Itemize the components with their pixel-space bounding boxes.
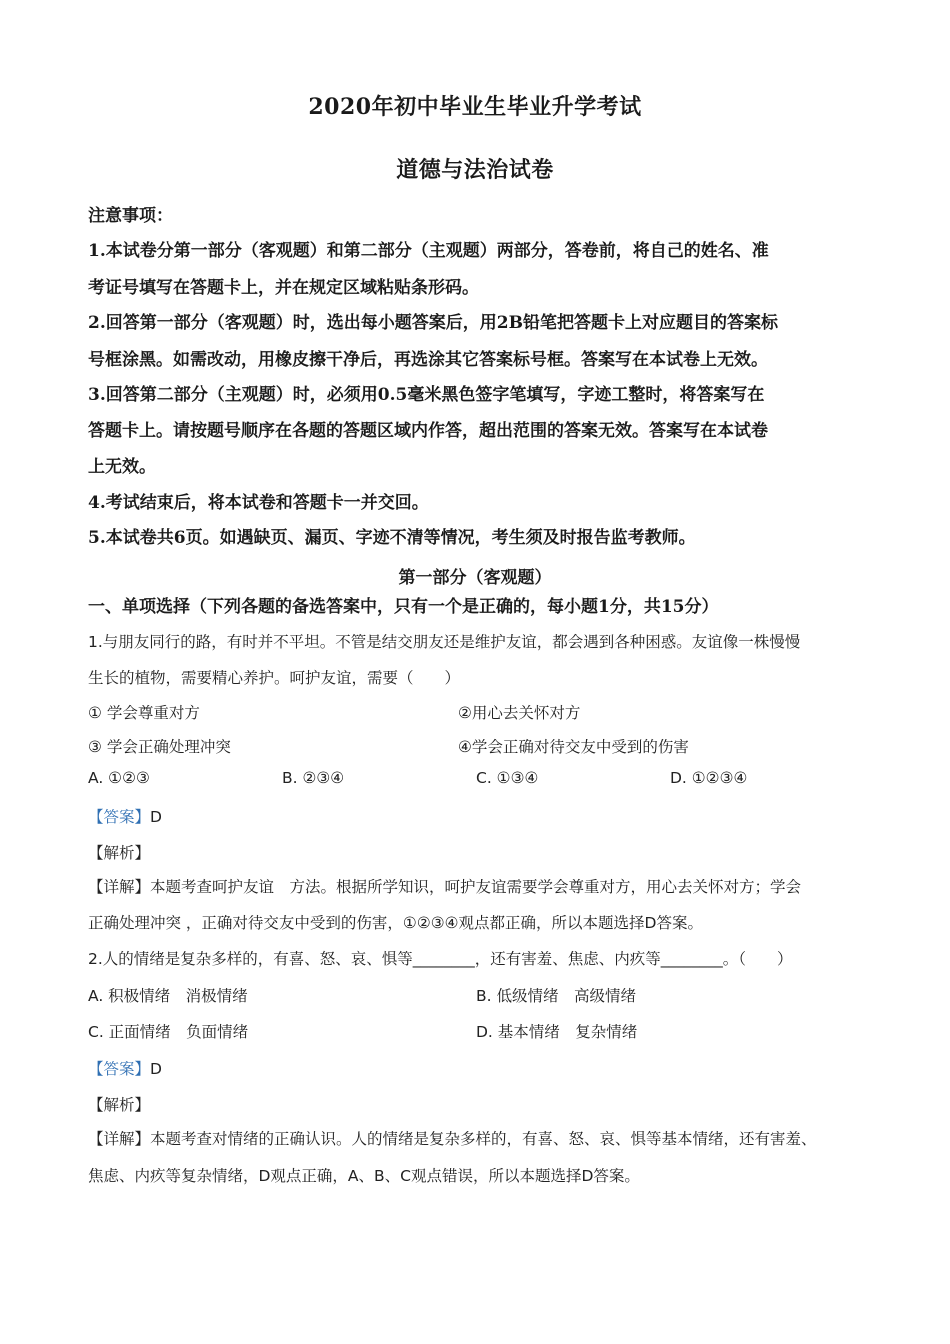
notice-line: 号框涂黑。如需改动，用橡皮擦干净后，再选涂其它答案标号框。答案写在本试卷上无效。 bbox=[88, 350, 768, 370]
q1-statement-2: ②用心去关怀对方 bbox=[458, 704, 581, 722]
answer-value: D bbox=[150, 808, 162, 826]
q1-option-d: D. ①②③④ bbox=[670, 769, 748, 787]
answer-tag: 【答案】 bbox=[88, 808, 151, 826]
exam-subject-title: 道德与法治试卷 bbox=[396, 157, 554, 183]
q2-answer bbox=[88, 1057, 162, 1079]
q1-option-a: A. ①②③ bbox=[88, 769, 150, 787]
q2-option-d: D. 基本情绪 复杂情绪 bbox=[476, 1023, 638, 1041]
q1-analysis-tag: 【解析】 bbox=[88, 844, 151, 862]
exam-title: 2020年初中毕业生毕业升学考试 bbox=[308, 94, 642, 120]
q1-statement-3: ③ 学会正确处理冲突 bbox=[88, 738, 231, 756]
q1-detail-cont: 正确处理冲突 ，正确对待交友中受到的伤害，①②③④观点都正确，所以本题选择D答案。 bbox=[88, 914, 703, 932]
q1-statement-1: ① 学会尊重对方 bbox=[88, 704, 200, 722]
q2-detail-cont: 焦虑、内疚等复杂情绪，D观点正确，A、B、C观点错误，所以本题选择D答案。 bbox=[88, 1167, 640, 1185]
answer-value: D bbox=[150, 1060, 162, 1078]
notice-line: 考证号填写在答题卡上，并在规定区域粘贴条形码。 bbox=[88, 278, 479, 298]
q1-option-b: B. ②③④ bbox=[282, 769, 345, 787]
notice-line: 3.回答第二部分（主观题）时，必须用0.5毫米黑色签字笔填写，字迹工整时，将答案写在 bbox=[88, 385, 765, 405]
question-1-stem: 1.与朋友同行的路，有时并不平坦。不管是结交朋友还是维护友谊，都会遇到各种困惑。友谊像一株慢慢 bbox=[88, 633, 801, 651]
notice-heading: 注意事项： bbox=[88, 206, 173, 226]
detail-tag: 【详解】 bbox=[88, 1130, 151, 1148]
answer-tag: 【答案】 bbox=[88, 1060, 151, 1078]
notice-line: 1.本试卷分第一部分（客观题）和第二部分（主观题）两部分，答卷前，将自己的姓名、准 bbox=[88, 241, 769, 261]
q2-analysis-tag: 【解析】 bbox=[88, 1096, 151, 1114]
q1-answer bbox=[88, 805, 162, 827]
detail-tag: 【详解】 bbox=[88, 878, 151, 896]
q2-option-b: B. 低级情绪 高级情绪 bbox=[476, 987, 636, 1005]
notice-line: 答题卡上。请按题号顺序在各题的答题区域内作答，超出范围的答案无效。答案写在本试卷 bbox=[88, 421, 768, 441]
part-heading: 第一部分（客观题） bbox=[398, 568, 552, 588]
q1-statement-4: ④学会正确对待交友中受到的伤害 bbox=[458, 738, 689, 756]
question-1-stem-cont: 生长的植物，需要精心养护。呵护友谊，需要（ ） bbox=[88, 669, 461, 687]
notice-line: 2.回答第一部分（客观题）时，选出每小题答案后，用2B铅笔把答题卡上对应题目的答案标 bbox=[88, 313, 778, 333]
notice-line: 5.本试卷共6页。如遇缺页、漏页、字迹不清等情况，考生须及时报告监考教师。 bbox=[88, 528, 696, 548]
q1-detail bbox=[88, 875, 801, 897]
q2-option-c: C. 正面情绪 负面情绪 bbox=[88, 1023, 249, 1041]
question-2-stem: 2.人的情绪是复杂多样的，有喜、怒、哀、惧等________，还有害羞、焦虑、内疚等________。（ ） bbox=[88, 950, 793, 968]
detail-text: 本题考查对情绪的正确认识。人的情绪是复杂多样的，有喜、怒、哀、惧等基本情绪，还有害羞、 bbox=[150, 1130, 817, 1148]
q1-option-c: C. ①③④ bbox=[476, 769, 539, 787]
q2-detail bbox=[88, 1127, 817, 1149]
detail-text: 本题考查呵护友谊 方法。根据所学知识，呵护友谊需要学会尊重对方，用心去关怀对方；学会 bbox=[150, 878, 802, 896]
notice-line: 4.考试结束后，将本试卷和答题卡一并交回。 bbox=[88, 493, 429, 513]
q2-option-a: A. 积极情绪 消极情绪 bbox=[88, 987, 248, 1005]
section-heading: 一、单项选择（下列各题的备选答案中，只有一个是正确的，每小题1分，共15分） bbox=[88, 597, 719, 617]
notice-line: 上无效。 bbox=[88, 457, 156, 477]
